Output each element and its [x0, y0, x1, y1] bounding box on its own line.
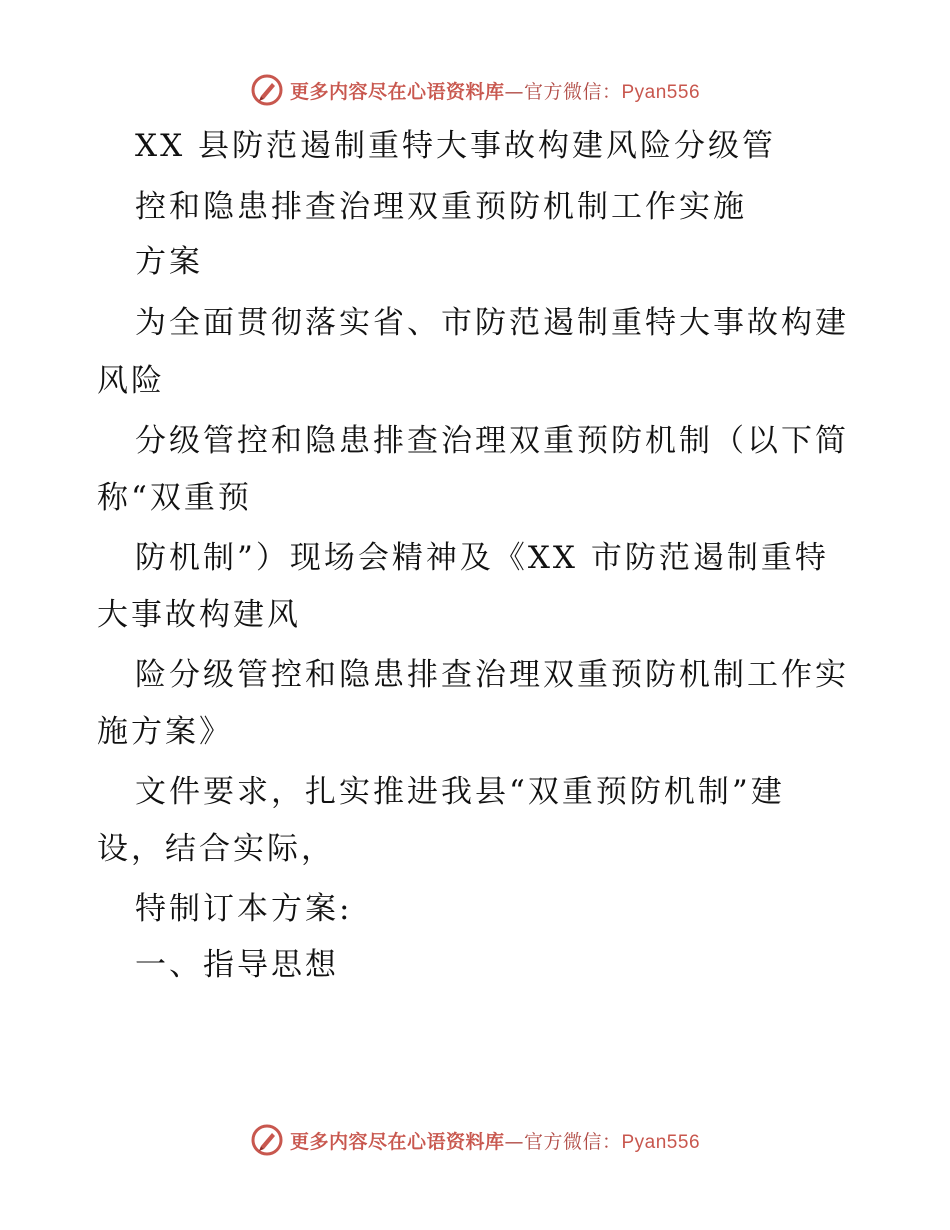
header-brand: 更多内容尽在心语资料库	[289, 80, 505, 103]
body-line-8: 施方案》	[97, 714, 233, 750]
footer-contact-label: 官方微信：	[523, 1130, 622, 1153]
footer-text	[290, 1127, 700, 1154]
body-line-5: 防机制”）现场会精神及《XX 市防范遏制重特	[135, 540, 829, 576]
title-line-2: 控和隐患排查治理双重预防机制工作实施	[135, 189, 747, 225]
body-line-1: 为全面贯彻落实省、市防范遏制重特大事故构建	[135, 305, 849, 341]
body-line-6: 大事故构建风	[97, 597, 301, 633]
footer-watermark	[0, 1120, 950, 1160]
pen-logo-icon	[250, 73, 284, 107]
footer-brand: 更多内容尽在心语资料库	[289, 1130, 505, 1153]
title-line-3: 方案	[135, 244, 203, 280]
pen-logo-icon	[250, 1123, 284, 1157]
body-line-3: 分级管控和隐患排查治理双重预防机制（以下简	[135, 423, 849, 459]
section-heading: 一、指导思想	[135, 947, 339, 983]
header-dash: —	[504, 80, 524, 103]
title-line-1: XX 县防范遏制重特大事故构建风险分级管	[135, 128, 776, 164]
body-line-7: 险分级管控和隐患排查治理双重预防机制工作实	[135, 657, 849, 693]
body-line-2: 风险	[97, 363, 165, 399]
header-watermark	[0, 70, 950, 110]
body-line-10: 设，结合实际，	[97, 831, 335, 867]
footer-contact-id: Pyan556	[621, 1131, 701, 1153]
header-text	[290, 77, 700, 104]
header-contact-id: Pyan556	[621, 81, 701, 103]
footer-dash: —	[504, 1130, 524, 1153]
body-line-4: 称“双重预	[97, 480, 252, 516]
header-contact-label: 官方微信：	[523, 80, 622, 103]
body-line-9: 文件要求，扎实推进我县“双重预防机制”建	[135, 774, 785, 810]
body-line-11: 特制订本方案:	[135, 891, 353, 927]
